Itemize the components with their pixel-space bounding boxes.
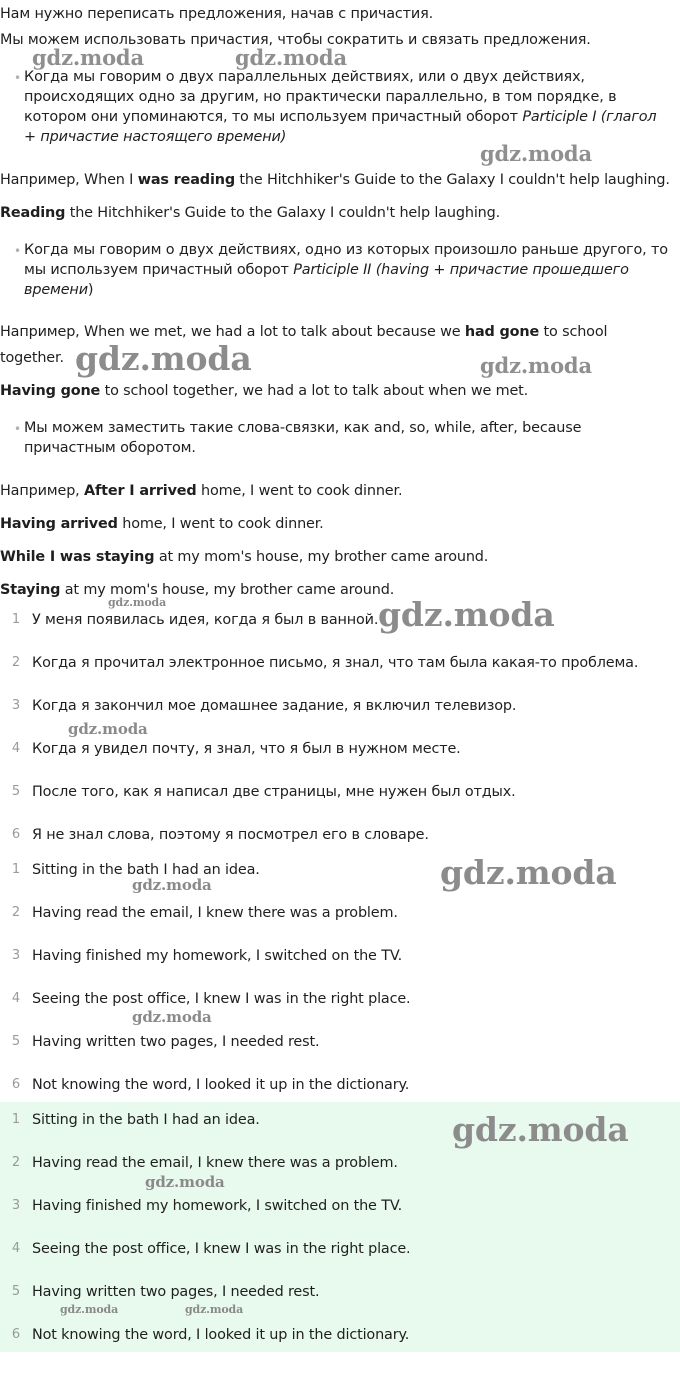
example-sentence: Reading the Hitchhiker's Guide to the Galaxy I couldn't help laughing. xyxy=(0,205,501,221)
watermark: gdz.moda xyxy=(108,596,167,609)
watermark: gdz.moda xyxy=(378,595,555,634)
item-text: Sitting in the bath I had an idea. xyxy=(32,862,260,878)
example-sentence: Staying at my mom's house, my brother came around. xyxy=(0,582,395,598)
item-text: Having finished my homework, I switched on the TV. xyxy=(32,1198,403,1214)
item-number: 2 xyxy=(11,655,20,670)
item-text: Когда я прочитал электронное письмо, я знал, что там была какая-то проблема. xyxy=(32,655,639,671)
example-sentence: Например, When I was reading the Hitchhiker's Guide to the Galaxy I couldn't help laughing. xyxy=(0,172,670,188)
example-sentence: Например, When we met, we had a lot to talk about because we had gone to school xyxy=(0,324,608,340)
watermark: gdz.moda xyxy=(440,853,617,892)
watermark: gdz.moda xyxy=(480,141,592,166)
item-number: 4 xyxy=(11,1241,20,1256)
watermark: gdz.moda xyxy=(32,45,144,70)
item-number: 6 xyxy=(11,1327,20,1342)
rule-text: + причастие настоящего времени) xyxy=(24,129,287,145)
watermark: gdz.moda xyxy=(60,1303,119,1316)
watermark: gdz.moda xyxy=(480,353,592,378)
rule-text: Когда мы говорим о двух действиях, одно из которых произошло раньше другого, то xyxy=(24,242,668,258)
item-number: 2 xyxy=(11,1155,20,1170)
rule-text: Когда мы говорим о двух параллельных действиях, или о двух действиях, xyxy=(24,69,585,85)
item-text: После того, как я написал две страницы, мне нужен был отдых. xyxy=(32,784,516,800)
item-text: Having read the email, I knew there was a problem. xyxy=(32,905,398,921)
item-number: 3 xyxy=(11,1198,20,1213)
item-number: 6 xyxy=(11,827,20,842)
rule-text: Мы можем заместить такие слова-связки, как and, so, while, after, because xyxy=(24,420,582,436)
intro-line: Нам нужно переписать предложения, начав с причастия. xyxy=(0,6,434,22)
item-number: 4 xyxy=(11,991,20,1006)
item-number: 5 xyxy=(11,784,20,799)
item-number: 3 xyxy=(11,698,20,713)
bullet-icon: • xyxy=(14,422,21,436)
item-text: Not knowing the word, I looked it up in the dictionary. xyxy=(32,1077,410,1093)
item-text: У меня появилась идея, когда я был в ванной. xyxy=(32,612,379,628)
rule-text: времени) xyxy=(24,282,94,298)
watermark: gdz.moda xyxy=(132,876,212,894)
rule-text: причастным оборотом. xyxy=(24,440,196,456)
rule-text: котором они упоминаются, то мы используем причастный оборот Participle I (глагол xyxy=(24,109,657,125)
watermark: gdz.moda xyxy=(452,1110,629,1149)
item-number: 5 xyxy=(11,1284,20,1299)
example-sentence: together. xyxy=(0,350,64,366)
item-number: 1 xyxy=(11,1112,20,1127)
item-text: Having read the email, I knew there was a problem. xyxy=(32,1155,398,1171)
example-sentence: Having gone to school together, we had a lot to talk about when we met. xyxy=(0,383,529,399)
item-number: 1 xyxy=(11,612,20,627)
item-text: Я не знал слова, поэтому я посмотрел его в словаре. xyxy=(32,827,429,843)
watermark: gdz.moda xyxy=(68,720,148,738)
rule-text: мы используем причастный оборот Participle II (having + причастие прошедшего xyxy=(24,262,629,278)
watermark: gdz.moda xyxy=(75,339,252,378)
item-text: Not knowing the word, I looked it up in the dictionary. xyxy=(32,1327,410,1343)
intro-line: Мы можем использовать причастия, чтобы сократить и связать предложения. xyxy=(0,32,591,48)
watermark: gdz.moda xyxy=(145,1173,225,1191)
example-sentence: Having arrived home, I went to cook dinner. xyxy=(0,516,324,532)
watermark: gdz.moda xyxy=(132,1008,212,1026)
item-text: Когда я увидел почту, я знал, что я был в нужном месте. xyxy=(32,741,461,757)
item-text: Having written two pages, I needed rest. xyxy=(32,1034,320,1050)
item-number: 1 xyxy=(11,862,20,877)
item-text: Having written two pages, I needed rest. xyxy=(32,1284,320,1300)
watermark: gdz.moda xyxy=(235,45,347,70)
item-text: Seeing the post office, I knew I was in the right place. xyxy=(32,991,411,1007)
bullet-icon: • xyxy=(14,244,21,258)
item-text: Когда я закончил мое домашнее задание, я включил телевизор. xyxy=(32,698,517,714)
rule-text: происходящих одно за другим, но практически параллельно, в том порядке, в xyxy=(24,89,617,105)
item-number: 3 xyxy=(11,948,20,963)
item-number: 4 xyxy=(11,741,20,756)
item-text: Having finished my homework, I switched on the TV. xyxy=(32,948,403,964)
item-number: 5 xyxy=(11,1034,20,1049)
item-text: Sitting in the bath I had an idea. xyxy=(32,1112,260,1128)
item-text: Seeing the post office, I knew I was in the right place. xyxy=(32,1241,411,1257)
example-sentence: Например, After I arrived home, I went to cook dinner. xyxy=(0,483,403,499)
example-sentence: While I was staying at my mom's house, my brother came around. xyxy=(0,549,489,565)
watermark: gdz.moda xyxy=(185,1303,244,1316)
item-number: 2 xyxy=(11,905,20,920)
bullet-icon: • xyxy=(14,71,21,85)
item-number: 6 xyxy=(11,1077,20,1092)
